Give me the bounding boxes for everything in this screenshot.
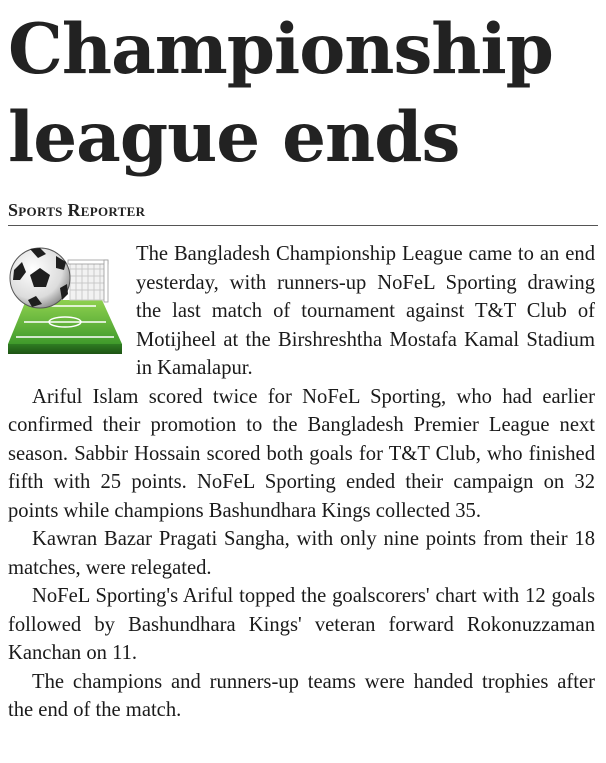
headline: Championship league ends bbox=[8, 9, 553, 178]
paragraph: NoFeL Sporting's Ariful topped the goalscorers' chart with 12 goals followed by Bashundhara Kings' veteran forward Rokonuzzaman Kanchan on 11. bbox=[8, 585, 595, 664]
paragraph: Ariful Islam scored twice for NoFeL Sporting, who had earlier confirmed their promotion to the Bangladesh Premier League next season. Sabbir Hossain scored both goals for T&T Club, who finished fifth with 25 points. NoFeL Sporting ended their campaign on 32 points while champions Bashundhara Kings collected 35. bbox=[8, 385, 595, 522]
paragraph: Kawran Bazar Pragati Sangha, with only nine points from their 18 matches, were relegated. bbox=[8, 528, 595, 579]
paragraph: The champions and runners-up teams were handed trophies after the end of the match. bbox=[8, 670, 595, 721]
football-field-icon bbox=[4, 240, 128, 370]
article-body bbox=[8, 240, 595, 725]
paragraph: The Bangladesh Championship League came to an end yesterday, with runners-up NoFeL Sporting drawing the last match of tournament against T&T Club of Motijheel at the Birshreshtha Mostafa Kamal Stadium in Kamalapur. bbox=[136, 243, 595, 379]
byline: Sports Reporter bbox=[8, 200, 146, 220]
byline-divider bbox=[8, 225, 598, 226]
